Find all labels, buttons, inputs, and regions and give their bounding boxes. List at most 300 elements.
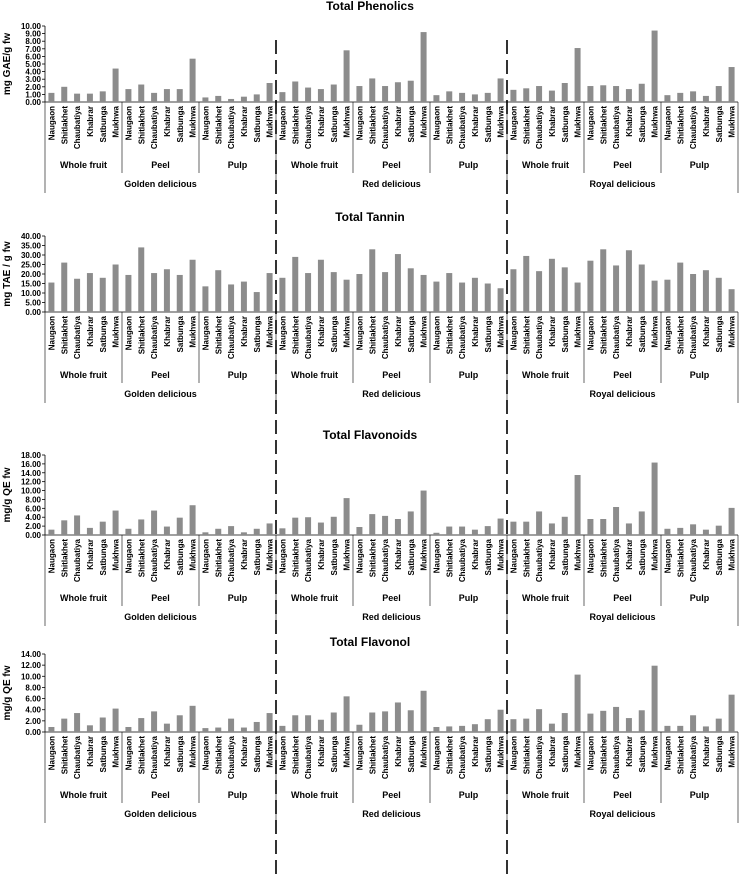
y-tick-label: 14.00 [20, 650, 41, 659]
bar [626, 250, 632, 312]
part-label: Peel [382, 160, 401, 170]
bar [177, 715, 183, 732]
category-label: Naugaon [355, 316, 365, 351]
category-label: Satbunga [637, 539, 647, 576]
category-label: Satbunga [560, 736, 570, 773]
part-label: Whole fruit [522, 790, 569, 800]
bar [138, 247, 144, 312]
bar [408, 511, 414, 535]
part-label: Pulp [458, 790, 479, 800]
category-label: Chaubatiya [535, 106, 545, 150]
category-label: Khabrar [85, 539, 95, 570]
bar [703, 270, 709, 312]
category-label: Khabrar [239, 106, 249, 137]
category-label: Khabrar [470, 106, 480, 137]
category-label: Mukhwa [419, 736, 429, 768]
bar [446, 527, 452, 535]
category-label: Shitlakhet [599, 539, 609, 578]
bar [652, 666, 658, 732]
category-label: Satbunga [560, 316, 570, 353]
y-tick-label: 3.00 [25, 75, 41, 85]
bar [600, 711, 606, 732]
bar [408, 710, 414, 732]
category-label: Shitlakhet [137, 539, 147, 578]
chart-title: Total Flavonoids [322, 428, 418, 442]
category-label: Chaubatiya [381, 736, 391, 780]
category-label: Khabrar [470, 736, 480, 767]
part-label: Whole fruit [60, 593, 107, 603]
y-axis-label: mg GAE/g fw [2, 32, 13, 96]
category-label: Shitlakhet [522, 736, 532, 775]
category-label: Khabrar [470, 316, 480, 347]
category-label: Mukhwa [573, 736, 583, 768]
bar [485, 284, 491, 313]
category-label: Chaubatiya [381, 316, 391, 360]
bar [241, 282, 247, 312]
category-label: Khabrar [547, 316, 557, 347]
category-label: Mukhwa [188, 539, 198, 571]
bar [100, 278, 106, 312]
bar [446, 726, 452, 732]
category-label: Mukhwa [496, 736, 506, 768]
bar [639, 265, 645, 313]
category-label: Mukhwa [188, 736, 198, 768]
y-tick-label: 16.00 [20, 459, 41, 469]
bar [536, 709, 542, 732]
y-tick-label: 6.00 [25, 694, 41, 704]
bar [356, 274, 362, 312]
bar [536, 86, 542, 102]
bar [382, 516, 388, 535]
bar [190, 706, 196, 732]
cultivar-label: Red delicious [362, 612, 421, 622]
bar [48, 283, 54, 312]
category-label: Mukhwa [265, 316, 275, 348]
bar [408, 81, 414, 102]
category-label: Naugaon [509, 736, 519, 771]
category-label: Mukhwa [419, 539, 429, 571]
category-label: Naugaon [201, 736, 211, 771]
cultivar-label: Red delicious [362, 809, 421, 819]
bar [190, 59, 196, 102]
category-label: Chaubatiya [535, 736, 545, 780]
part-label: Pulp [458, 160, 479, 170]
bar [344, 280, 350, 312]
category-label: Naugaon [47, 106, 57, 141]
bar [190, 505, 196, 535]
category-label: Chaubatiya [150, 106, 160, 150]
category-label: Naugaon [355, 736, 365, 771]
category-label: Khabrar [239, 539, 249, 570]
bar [151, 711, 157, 732]
part-label: Whole fruit [291, 160, 338, 170]
bar [61, 719, 67, 732]
bar [177, 518, 183, 535]
category-label: Chaubatiya [150, 736, 160, 780]
category-label: Mukhwa [727, 106, 737, 138]
bar [292, 518, 298, 535]
bar [729, 508, 735, 535]
category-label: Khabrar [624, 539, 634, 570]
bar [549, 91, 555, 102]
bar [305, 273, 311, 312]
bar [305, 517, 311, 535]
bar [331, 272, 337, 312]
bar [228, 526, 234, 535]
bar [587, 519, 593, 535]
bar [498, 78, 504, 102]
bar [523, 88, 529, 102]
part-label: Pulp [458, 593, 479, 603]
bar [677, 93, 683, 102]
bar [472, 94, 478, 102]
part-label: Peel [613, 593, 632, 603]
bar [254, 94, 260, 102]
category-label: Mukhwa [342, 736, 352, 768]
category-label: Naugaon [201, 316, 211, 351]
category-label: Khabrar [85, 106, 95, 137]
part-label: Peel [151, 790, 170, 800]
y-tick-label: 9.00 [25, 29, 41, 39]
category-label: Satbunga [483, 539, 493, 576]
category-label: Khabrar [239, 316, 249, 347]
category-label: Shitlakhet [368, 539, 378, 578]
category-label: Satbunga [637, 106, 647, 143]
y-tick-label: 5.00 [25, 60, 41, 69]
bar [151, 93, 157, 102]
y-tick-label: 0.00 [25, 98, 41, 107]
category-label: Chaubatiya [304, 106, 314, 150]
category-label: Naugaon [663, 736, 673, 771]
bar [421, 491, 427, 535]
category-label: Shitlakhet [291, 539, 301, 578]
bar [318, 720, 324, 732]
bar [523, 719, 529, 732]
category-label: Satbunga [98, 736, 108, 773]
bar [421, 32, 427, 102]
bar [536, 511, 542, 535]
category-label: Naugaon [586, 106, 596, 141]
bar [228, 284, 234, 312]
category-label: Naugaon [278, 736, 288, 771]
bar [138, 718, 144, 732]
part-label: Whole fruit [291, 370, 338, 380]
category-label: Shitlakhet [368, 736, 378, 775]
bar [74, 279, 80, 312]
category-label: Shitlakhet [291, 106, 301, 145]
bar [87, 528, 93, 535]
category-label: Mukhwa [111, 316, 121, 348]
bar [318, 523, 324, 535]
bar [690, 274, 696, 312]
category-label: Khabrar [624, 736, 634, 767]
bar [87, 273, 93, 312]
part-label: Peel [382, 593, 401, 603]
bar [344, 50, 350, 102]
bar [382, 86, 388, 102]
category-label: Naugaon [124, 539, 134, 574]
category-label: Shitlakhet [214, 106, 224, 145]
part-label: Whole fruit [522, 160, 569, 170]
category-label: Chaubatiya [227, 539, 237, 583]
y-tick-label: 8.00 [25, 683, 41, 693]
bar [382, 711, 388, 732]
bar [138, 85, 144, 102]
bar [241, 532, 247, 535]
category-label: Satbunga [175, 736, 185, 773]
category-label: Shitlakhet [368, 316, 378, 355]
category-label: Satbunga [175, 316, 185, 353]
category-label: Shitlakhet [445, 106, 455, 145]
part-label: Peel [382, 370, 401, 380]
bar [318, 260, 324, 312]
bar [446, 91, 452, 102]
bar [433, 533, 439, 535]
category-label: Satbunga [560, 539, 570, 576]
y-tick-label: 4.00 [25, 513, 41, 523]
bar [677, 263, 683, 312]
chart-title: Total Flavonol [329, 635, 411, 649]
category-label: Shitlakhet [214, 316, 224, 355]
category-label: Chaubatiya [73, 736, 83, 780]
bar [369, 514, 375, 535]
category-label: Chaubatiya [381, 106, 391, 150]
bar [279, 278, 285, 312]
category-label: Chaubatiya [689, 736, 699, 780]
bar [125, 275, 131, 312]
category-label: Khabrar [393, 539, 403, 570]
category-label: Satbunga [637, 736, 647, 773]
category-label: Naugaon [278, 539, 288, 574]
category-label: Khabrar [162, 316, 172, 347]
category-label: Naugaon [47, 736, 57, 771]
category-label: Chaubatiya [535, 316, 545, 360]
bar [267, 83, 273, 102]
bar [100, 522, 106, 535]
y-tick-label: 2.00 [25, 716, 41, 726]
bar [639, 511, 645, 535]
category-label: Chaubatiya [612, 736, 622, 780]
y-tick-label: 4.00 [25, 705, 41, 715]
bar [485, 719, 491, 732]
category-label: Shitlakhet [137, 316, 147, 355]
bar [48, 727, 54, 732]
category-label: Khabrar [162, 106, 172, 137]
bar [472, 530, 478, 535]
category-label: Shitlakhet [137, 106, 147, 145]
bar [344, 498, 350, 535]
bar [254, 722, 260, 732]
bar [421, 275, 427, 312]
bar [459, 527, 465, 535]
category-label: Mukhwa [111, 736, 121, 768]
bar [87, 94, 93, 102]
part-label: Pulp [689, 370, 710, 380]
category-label: Chaubatiya [381, 539, 391, 583]
bar [318, 89, 324, 102]
category-label: Mukhwa [496, 539, 506, 571]
bar [510, 90, 516, 102]
category-label: Mukhwa [573, 539, 583, 571]
bar [716, 86, 722, 102]
bar [305, 88, 311, 102]
bar [215, 728, 221, 732]
bar [639, 84, 645, 102]
bar [472, 278, 478, 312]
bar [356, 86, 362, 102]
part-label: Pulp [227, 790, 248, 800]
bar [485, 526, 491, 535]
cultivar-label: Red delicious [362, 389, 421, 399]
bar [254, 292, 260, 312]
bar [100, 718, 106, 732]
category-label: Mukhwa [573, 316, 583, 348]
bar [408, 268, 414, 312]
bar [113, 265, 119, 313]
category-label: Mukhwa [419, 316, 429, 348]
cultivar-label: Royal delicious [589, 179, 656, 189]
bar [562, 83, 568, 102]
bar [690, 91, 696, 102]
bar [716, 278, 722, 312]
bar [369, 78, 375, 102]
category-label: Khabrar [85, 316, 95, 347]
bar [202, 532, 208, 535]
part-label: Pulp [689, 790, 710, 800]
bar [703, 726, 709, 732]
category-label: Khabrar [316, 736, 326, 767]
bar [61, 87, 67, 102]
chart-title: Total Tannin [335, 210, 405, 224]
bar [151, 273, 157, 312]
y-axis-label: mg TAE / g fw [2, 241, 13, 307]
category-label: Satbunga [175, 539, 185, 576]
part-label: Peel [613, 370, 632, 380]
bar [433, 95, 439, 102]
bar [202, 286, 208, 312]
bar [125, 89, 131, 102]
bar [177, 89, 183, 102]
bar [510, 269, 516, 312]
bar [48, 530, 54, 535]
category-label: Khabrar [624, 106, 634, 137]
bar [600, 249, 606, 312]
category-label: Shitlakhet [60, 736, 70, 775]
bar [587, 714, 593, 732]
bar [151, 511, 157, 535]
bar [292, 81, 298, 102]
bar [215, 529, 221, 535]
y-tick-label: 10.00 [20, 486, 41, 496]
category-label: Mukhwa [650, 539, 660, 571]
bar [190, 260, 196, 312]
chart-title: Total Phenolics [326, 0, 414, 13]
bar [677, 528, 683, 535]
bar [202, 97, 208, 102]
category-label: Chaubatiya [612, 106, 622, 150]
y-tick-label: 4.00 [25, 67, 41, 77]
bar [575, 675, 581, 732]
category-label: Chaubatiya [612, 539, 622, 583]
bar [177, 275, 183, 312]
y-tick-label: 40.00 [20, 232, 41, 241]
bar [716, 719, 722, 732]
bar [48, 93, 54, 102]
bar [164, 724, 170, 732]
category-label: Mukhwa [188, 106, 198, 138]
bar [626, 89, 632, 102]
part-label: Peel [151, 370, 170, 380]
bar [446, 273, 452, 312]
bar [267, 523, 273, 535]
cultivar-label: Red delicious [362, 179, 421, 189]
bar [74, 515, 80, 535]
category-label: Satbunga [714, 316, 724, 353]
category-label: Mukhwa [188, 316, 198, 348]
category-label: Mukhwa [111, 539, 121, 571]
bar [74, 94, 80, 102]
bar [549, 724, 555, 732]
y-tick-label: 8.00 [25, 495, 41, 505]
bar [331, 713, 337, 733]
category-label: Shitlakhet [676, 316, 686, 355]
bar [677, 726, 683, 732]
category-label: Shitlakhet [60, 316, 70, 355]
category-label: Khabrar [316, 539, 326, 570]
bar [562, 713, 568, 732]
category-label: Shitlakhet [599, 106, 609, 145]
category-label: Chaubatiya [227, 316, 237, 360]
y-tick-label: 8.00 [25, 37, 41, 47]
part-label: Pulp [458, 370, 479, 380]
category-label: Naugaon [432, 316, 442, 351]
category-label: Mukhwa [111, 106, 121, 138]
category-label: Chaubatiya [227, 736, 237, 780]
bar [164, 527, 170, 535]
category-label: Naugaon [586, 316, 596, 351]
category-label: Naugaon [586, 736, 596, 771]
bar [536, 271, 542, 312]
category-label: Chaubatiya [150, 316, 160, 360]
category-label: Mukhwa [650, 106, 660, 138]
category-label: Satbunga [406, 736, 416, 773]
part-label: Peel [151, 160, 170, 170]
bar [395, 254, 401, 312]
bar [626, 718, 632, 732]
category-label: Naugaon [201, 539, 211, 574]
bar [485, 93, 491, 102]
category-label: Mukhwa [342, 106, 352, 138]
part-label: Pulp [689, 593, 710, 603]
category-label: Satbunga [406, 106, 416, 143]
category-label: Shitlakhet [599, 736, 609, 775]
bar [100, 91, 106, 102]
category-label: Chaubatiya [73, 539, 83, 583]
category-label: Chaubatiya [73, 106, 83, 150]
y-tick-label: 20.00 [20, 270, 41, 279]
part-label: Whole fruit [522, 370, 569, 380]
category-label: Shitlakhet [291, 316, 301, 355]
part-label: Peel [613, 160, 632, 170]
y-tick-label: 25.00 [20, 260, 41, 270]
category-label: Khabrar [701, 539, 711, 570]
category-label: Chaubatiya [458, 539, 468, 583]
category-label: Naugaon [278, 316, 288, 351]
part-label: Pulp [227, 160, 248, 170]
category-label: Khabrar [316, 106, 326, 137]
category-label: Mukhwa [573, 106, 583, 138]
cultivar-label: Royal delicious [589, 809, 656, 819]
